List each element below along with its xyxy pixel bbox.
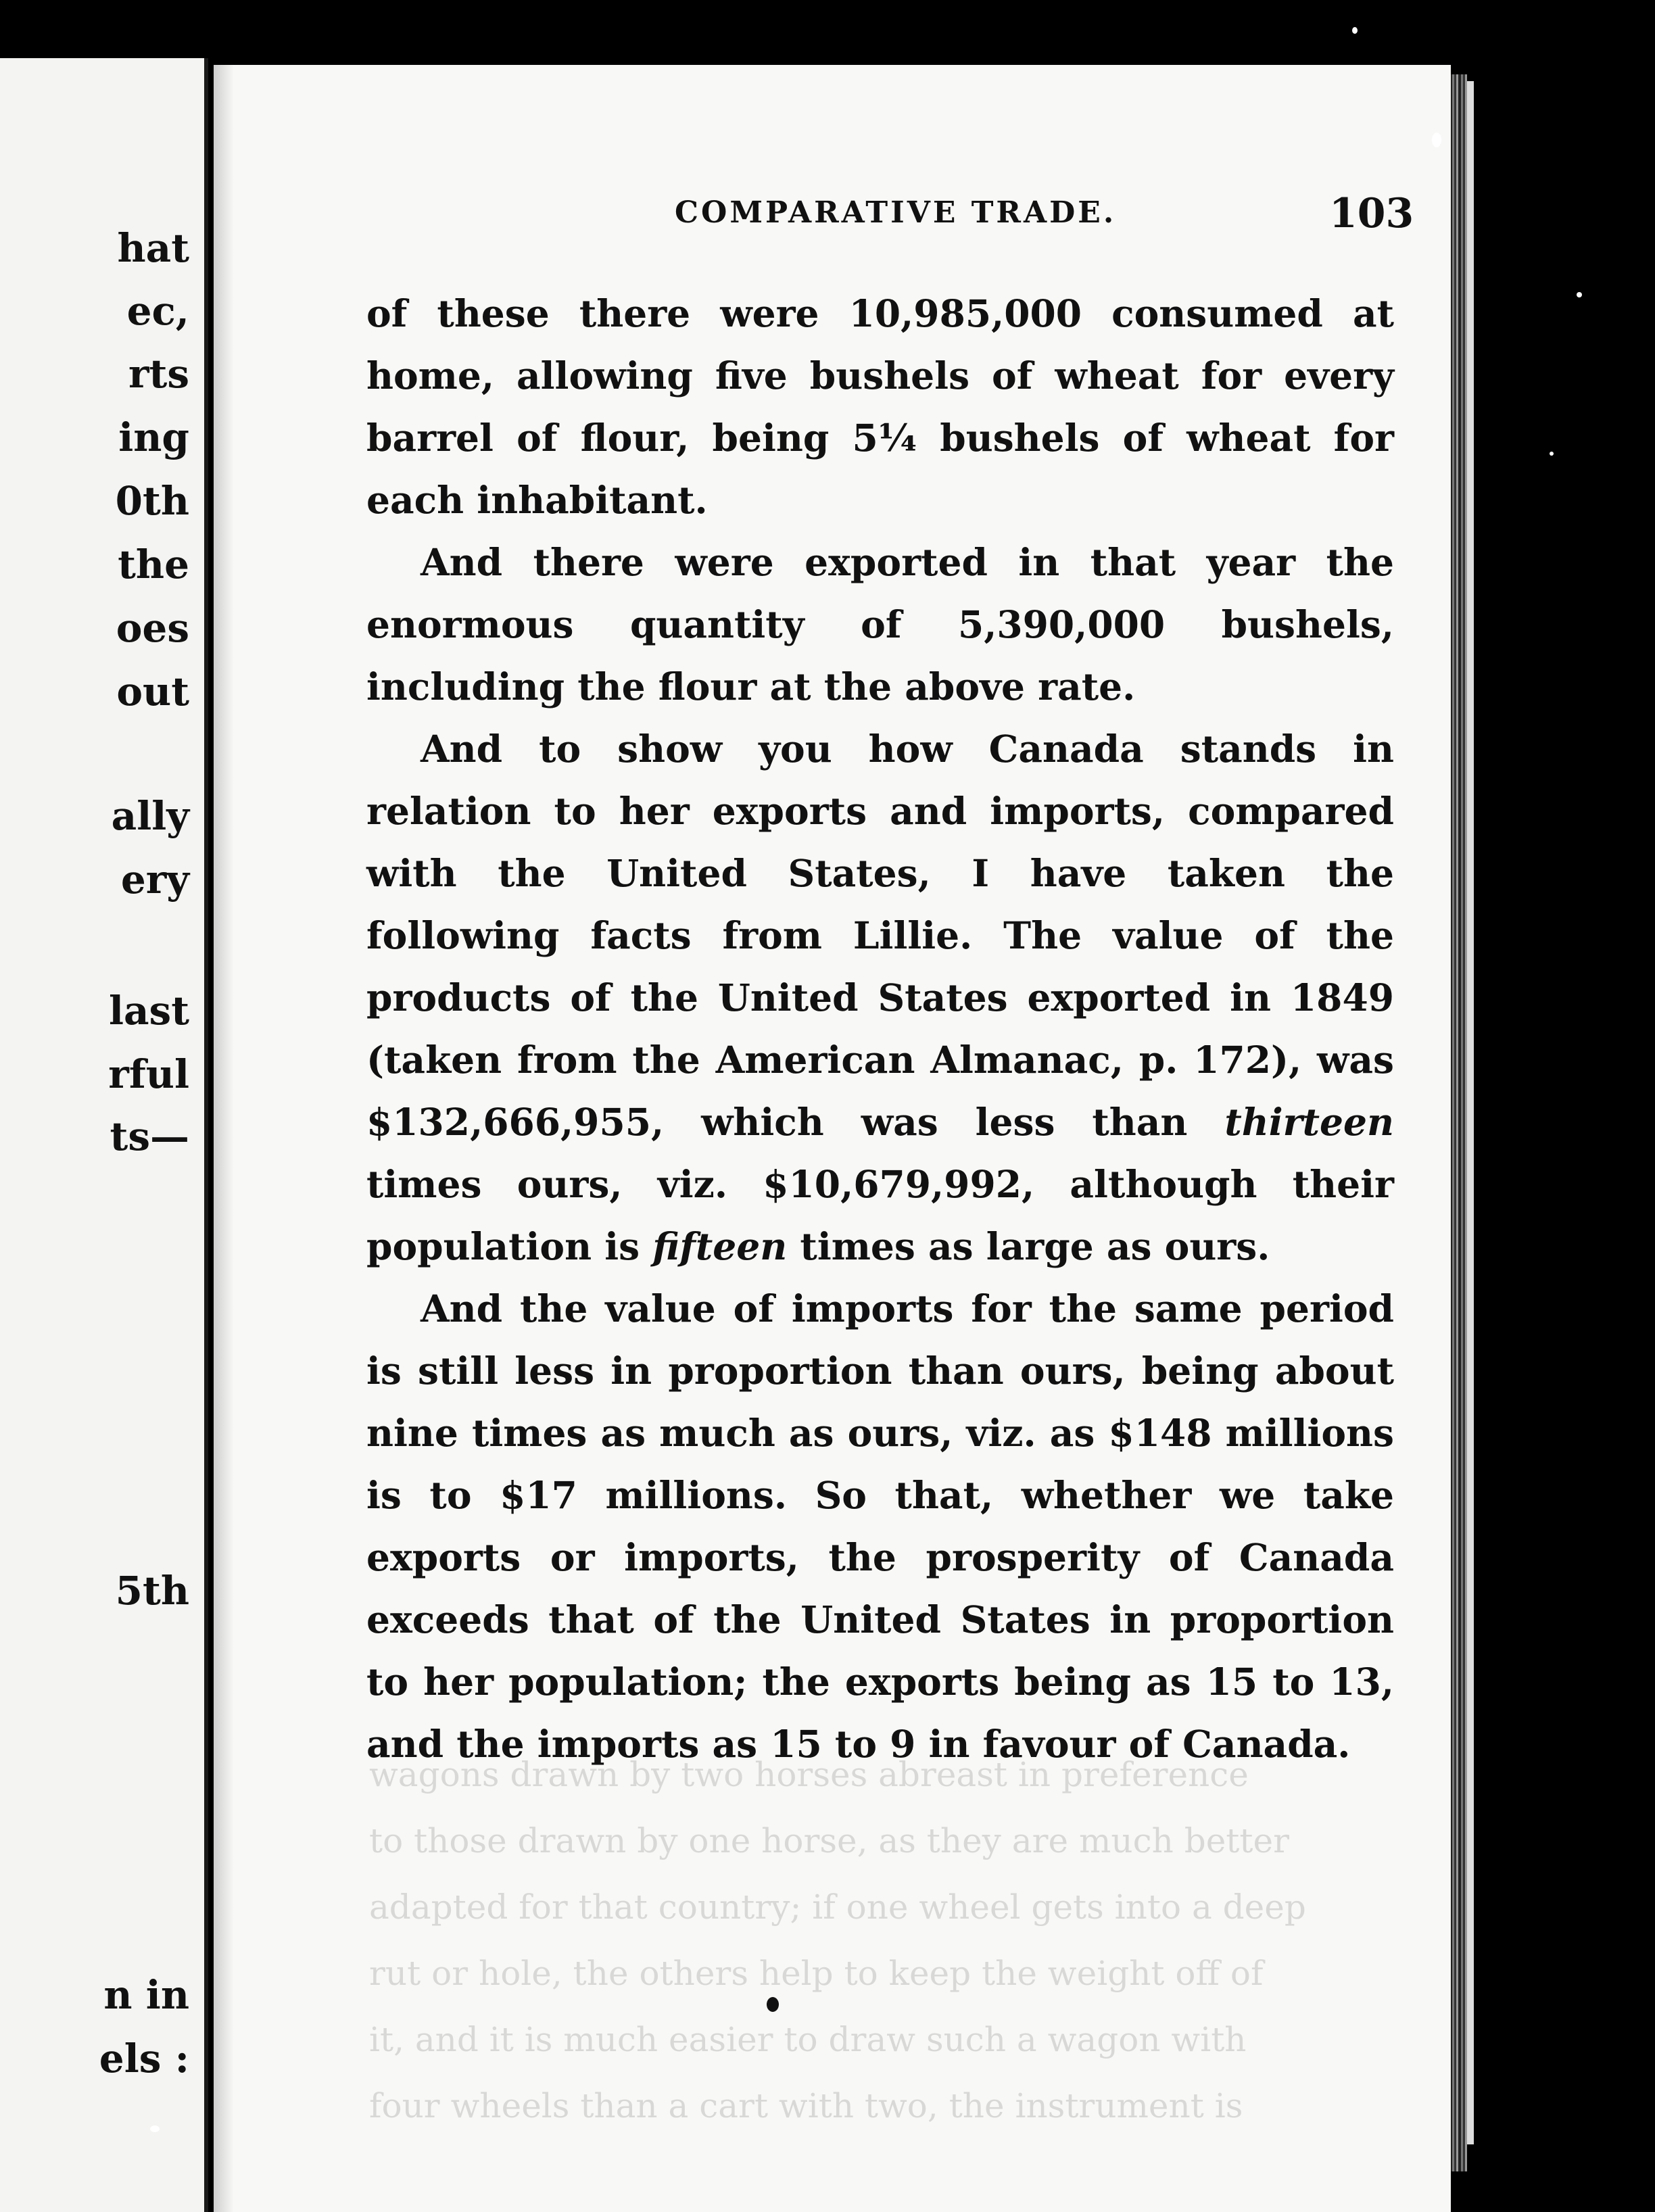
left-page-fragment: out [116,669,189,715]
paragraph-exports-wheat: And there were exported in that year the enormous quantity of 5,390,000 bushels, including the flour at the above rate. [366,540,1394,708]
left-page-fragment: ec, [126,288,189,334]
left-page-fragment: n in [103,1972,189,2018]
emphasis-text: thirteen [1224,1100,1394,1144]
left-page-fragment: els : [99,2036,189,2082]
left-page-fragment: rts [128,351,189,397]
left-page-fragment: the [118,542,189,587]
running-head [214,190,1451,237]
page-binding-shadow [214,65,234,2212]
left-page-fragment: ally [111,793,189,839]
page-number: 103 [1329,190,1414,237]
running-title: COMPARATIVE TRADE. [675,195,1117,230]
book-page [214,65,1451,2212]
ink-speck [767,1997,779,2012]
left-page-fragment: oes [116,605,189,651]
scan-speck [150,2125,160,2132]
left-page-fragment: ery [120,857,189,903]
paragraph-continuation: of these there were 10,985,000 consumed at home, allowing five bushels of wheat for every barrel of flour, being 5¼ bushels of wheat for each inhabitant. [366,291,1394,522]
paragraph-imports-comparison: And the value of imports for the same period is still less in proportion than ours, being about nine times as much as ours, viz. as $148 millions is to $17 millions. So that, whether we take exports or imports, the prosperity of Canada exceeds that of the United States in proportion to her population; the exports being as 15 to 13, and the imports as 15 to 9 in favour of Canada. [366,1287,1394,1766]
scan-speck [1432,133,1441,147]
scan-speck [1550,452,1554,456]
left-page-fragment: rful [108,1051,189,1097]
paragraph-canada-vs-us-exports [366,718,1394,1278]
paragraph-text: times ours, viz. $10,679,992, although their population is [366,1162,1394,1268]
scan-speck [1577,292,1582,297]
previous-page-edge [0,58,208,2212]
page-body-text [366,283,1394,1775]
left-page-fragment: 5th [115,1568,189,1614]
paragraph-text: times as large as ours. [787,1224,1270,1268]
left-page-fragment: hat [117,225,189,271]
left-page-fragment: 0th [115,478,189,524]
left-page-fragment: ts— [110,1113,189,1159]
left-page-fragment: ing [118,414,189,460]
emphasis-text: fifteen [652,1224,788,1268]
scan-speck [1352,27,1358,34]
left-page-fragment: last [108,988,189,1034]
paragraph-text: And to show you how Canada stands in relation to her exports and imports, compared with the United States, I have taken the following facts from Lillie. The value of the products of the United States exported in 1849 (taken from the American Almanac, p. 172), was $132,666,955, which was less than [366,727,1394,1144]
bleed-through-text: wagons drawn by two horses abreast in preference to those drawn by one horse, as they are much better adapted for that country; if one wheel gets into a deep rut or hole, the others help to keep the weight off of it, and it is much easier to draw such a wagon with four wheels than a cart with two, the instrument is [369,1755,1306,2125]
page-block-edge-outer [1467,81,1474,2144]
